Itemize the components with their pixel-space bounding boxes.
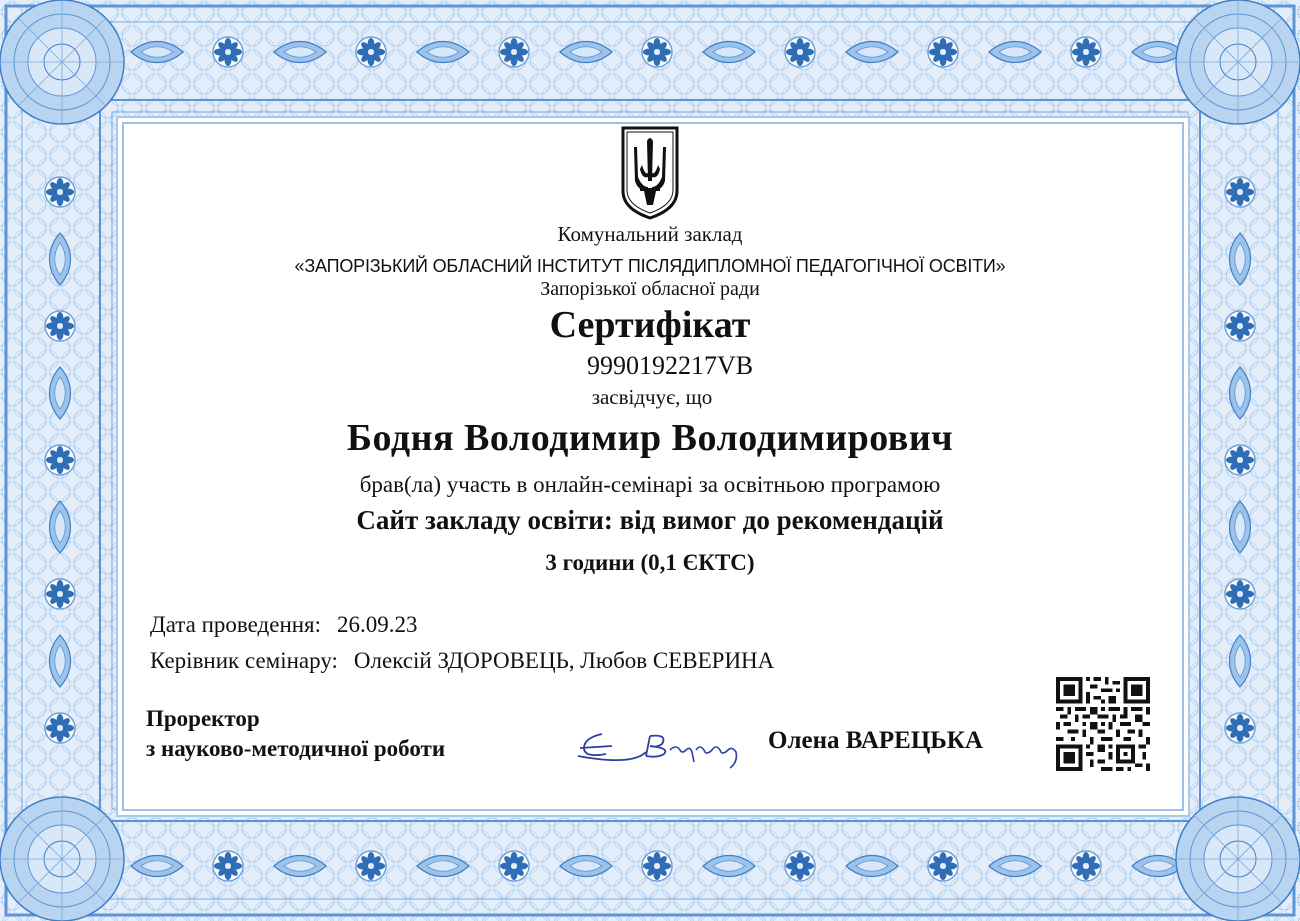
signatory-title-line2: з науково-методичної роботи (146, 736, 446, 761)
date-row (150, 612, 418, 638)
date-label: Дата проведення: (150, 612, 322, 637)
program-title: Сайт закладу освіти: від вимог до рекомендацій (356, 505, 944, 535)
certifies-text: засвідчує, що (591, 385, 713, 409)
signatory-title-line1: Проректор (146, 706, 260, 731)
certificate-title: Сертифікат (549, 304, 751, 346)
recipient-name: Бодня Володимир Володимирович (346, 417, 954, 459)
handwritten-signature (572, 722, 762, 772)
leader-row (150, 648, 774, 674)
hours-credits: 3 години (0,1 ЄКТС) (545, 550, 755, 575)
participation-text: брав(ла) участь в онлайн-семінарі за освітньою програмою (359, 472, 941, 497)
certificate-number: 9990192217VB (586, 351, 754, 380)
signatory-name: Олена ВАРЕЦЬКА (768, 727, 983, 754)
leader-label: Керівник семінару: (150, 648, 338, 673)
institution-type: Комунальний заклад (557, 222, 743, 246)
date-value: 26.09.23 (337, 612, 418, 637)
ukraine-trident-emblem-icon (620, 125, 680, 221)
leader-value: Олексій ЗДОРОВЕЦЬ, Любов СЕВЕРИНА (353, 648, 775, 673)
qr-code-icon (1056, 677, 1150, 771)
institution-name: «ЗАПОРІЗЬКИЙ ОБЛАСНИЙ ІНСТИТУТ ПІСЛЯДИПЛОМНОЇ ПЕДАГОГІЧНОЇ ОСВІТИ» (294, 256, 1006, 276)
signatory-title (146, 704, 445, 764)
council-name: Запорізької обласної ради (540, 278, 760, 300)
